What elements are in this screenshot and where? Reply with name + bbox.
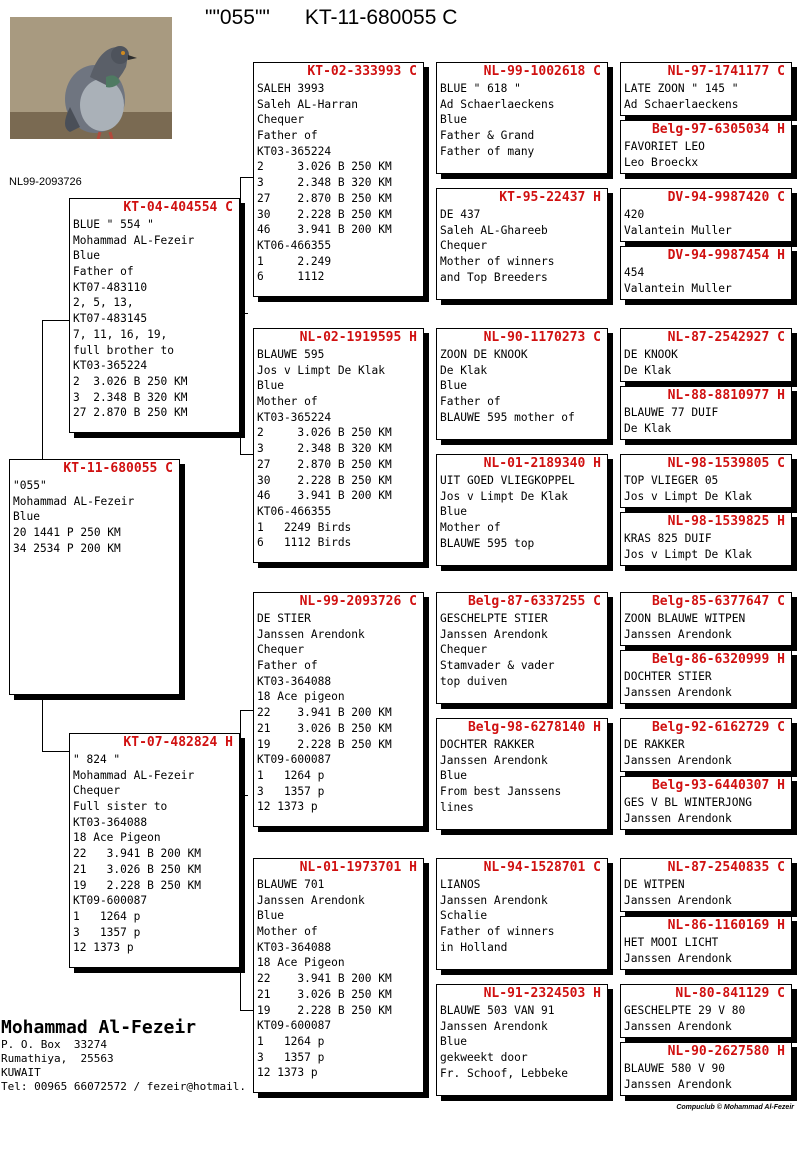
pedigree-line: Janssen Arendonk <box>624 753 732 767</box>
pedigree-line: Janssen Arendonk <box>257 893 365 907</box>
pedigree-line: 3 1357 p <box>257 1050 325 1064</box>
pigeon-photo <box>10 17 172 139</box>
pedigree-line: Chequer <box>257 643 305 657</box>
great-great-grandparent-card <box>620 120 792 174</box>
connector-line <box>240 177 241 454</box>
great-great-grandparent-card <box>620 188 792 242</box>
pedigree-line: Blue <box>13 510 40 524</box>
great-great-grandparent-card <box>620 916 792 970</box>
pedigree-line: GESCHELPTE STIER <box>440 612 548 625</box>
pedigree-line: in Holland <box>440 940 508 954</box>
side-reference: NL99-2093726 <box>9 176 82 188</box>
ring-number: NL-87-2542927 C <box>667 330 785 345</box>
ring-number: KT-95-22437 H <box>499 190 601 205</box>
pedigree-line: KT09-600087 <box>257 753 332 767</box>
ring-number: Belg-98-6278140 H <box>467 720 601 735</box>
ring-number: Belg-92-6162729 C <box>651 720 785 735</box>
pedigree-line: 454 <box>624 266 645 279</box>
pedigree-line: 27 2.870 B 250 KM <box>257 457 392 471</box>
pedigree-line: 3 1357 p <box>257 784 325 798</box>
pedigree-line: DOCHTER STIER <box>624 670 712 683</box>
ring-number: NL-87-2540835 C <box>667 860 785 875</box>
pedigree-line: Janssen Arendonk <box>624 1019 732 1033</box>
ring-number: NL-94-1528701 C <box>483 860 601 875</box>
pedigree-line: From best Janssens <box>440 785 562 799</box>
pedigree-line: DE WITPEN <box>624 878 685 891</box>
pedigree-line: Blue <box>440 769 467 783</box>
pedigree-line: and Top Breeders <box>440 270 548 284</box>
pedigree-line: 20 1441 P 250 KM <box>13 526 121 540</box>
dam-card <box>69 733 240 968</box>
pedigree-line: Janssen Arendonk <box>624 627 732 641</box>
great-great-grandparent-card <box>620 1042 792 1096</box>
pedigree-line: Blue <box>257 909 284 923</box>
pedigree-line: BLAUWE 77 DUIF <box>624 406 719 419</box>
pedigree-line: Chequer <box>440 239 488 253</box>
ring-number: Belg-87-6337255 C <box>467 594 601 609</box>
great-grandparent-card <box>436 62 608 174</box>
pedigree-line: BLAUWE 595 mother of <box>440 410 575 424</box>
ring-number: NL-86-1160169 H <box>667 918 785 933</box>
connector-line <box>240 795 248 796</box>
pedigree-line: Mother of <box>440 521 501 535</box>
owner-name: Mohammad Al-Fezeir <box>1 1017 197 1038</box>
pedigree-line: Janssen Arendonk <box>440 1019 548 1033</box>
pedigree-line: Janssen Arendonk <box>624 893 732 907</box>
connector-line <box>42 320 43 460</box>
pedigree-line: Father of <box>257 129 318 143</box>
great-grandparent-card <box>436 858 608 970</box>
pedigree-line: 2 3.026 B 250 KM <box>73 374 188 388</box>
pedigree-line: 6 1112 Birds <box>257 536 352 550</box>
pedigree-line: KT07-483110 <box>73 280 148 294</box>
pedigree-line: Jos v Limpt De Klak <box>440 489 568 503</box>
pedigree-line: SALEH 3993 <box>257 82 325 95</box>
pedigree-line: 21 3.026 B 250 KM <box>257 721 392 735</box>
ring-number: Belg-86-6320999 H <box>651 652 785 667</box>
pedigree-line: Chequer <box>440 643 488 657</box>
pedigree-line: Chequer <box>257 113 305 127</box>
pedigree-line: Janssen Arendonk <box>624 685 732 699</box>
pedigree-line: Jos v Limpt De Klak <box>624 489 752 503</box>
pedigree-line: 3 2.348 B 320 KM <box>73 390 188 404</box>
pedigree-line: Father of <box>257 659 318 673</box>
pedigree-line: Ad Schaerlaeckens <box>440 97 555 111</box>
ring-number: NL-01-1973701 H <box>299 860 417 875</box>
pedigree-line: De Klak <box>440 363 488 377</box>
pedigree-line: Ad Schaerlaeckens <box>624 97 739 111</box>
great-grandparent-card <box>436 454 608 566</box>
pedigree-line: KT03-364088 <box>73 815 148 829</box>
pedigree-line: 1 1264 p <box>73 909 141 923</box>
pedigree-line: Blue <box>440 113 467 127</box>
pedigree-line: ZOON DE KNOOK <box>440 348 528 361</box>
pedigree-line: 22 3.941 B 200 KM <box>257 972 392 986</box>
owner-contact: Tel: 00965 66072572 / fezeir@hotmail. <box>1 1080 247 1093</box>
pedigree-line: Mohammad AL-Fezeir <box>73 768 195 782</box>
ring-number: Belg-85-6377647 C <box>651 594 785 609</box>
pedigree-line: Mother of <box>257 925 318 939</box>
ring-number: NL-98-1539825 H <box>667 514 785 529</box>
pedigree-line: BLAUWE 503 VAN 91 <box>440 1004 555 1017</box>
pedigree-line: Blue <box>440 379 467 393</box>
pedigree-line: BLAUWE 595 <box>257 348 325 361</box>
great-grandparent-card <box>436 188 608 300</box>
owner-address-line: Rumathiya, 25563 <box>1 1052 114 1065</box>
connector-line <box>240 710 254 711</box>
connector-line <box>240 177 254 178</box>
pedigree-line: gekweekt door <box>440 1051 528 1065</box>
pedigree-line: " 824 " <box>73 753 121 766</box>
ring-number: Belg-93-6440307 H <box>651 778 785 793</box>
pedigree-line: Janssen Arendonk <box>440 753 548 767</box>
pedigree-line: Janssen Arendonk <box>624 1077 732 1091</box>
pedigree-line: 27 2.870 B 250 KM <box>73 406 188 420</box>
connector-line <box>240 1010 254 1011</box>
great-great-grandparent-card <box>620 776 792 830</box>
pedigree-line: 18 Ace pigeon <box>257 690 345 704</box>
pedigree-line: GES V BL WINTERJONG <box>624 796 752 809</box>
pedigree-line: 30 2.228 B 250 KM <box>257 473 392 487</box>
pedigree-line: top duiven <box>440 674 508 688</box>
pedigree-line: Chequer <box>73 784 121 798</box>
connector-line <box>240 710 241 1010</box>
pedigree-line: 2 3.026 B 250 KM <box>257 426 392 440</box>
grandparent-card <box>253 328 424 563</box>
great-grandparent-card <box>436 984 608 1096</box>
pedigree-line: DE KNOOK <box>624 348 678 361</box>
pedigree-line: 19 2.228 B 250 KM <box>257 737 392 751</box>
ring-number: NL-91-2324503 H <box>483 986 601 1001</box>
pedigree-line: KT07-483145 <box>73 312 148 326</box>
pedigree-line: Janssen Arendonk <box>624 951 732 965</box>
pedigree-line: Jos v Limpt De Klak <box>257 363 385 377</box>
great-great-grandparent-card <box>620 512 792 566</box>
owner-block <box>1 1017 246 1094</box>
pedigree-line: full brother to <box>73 343 175 357</box>
pedigree-line: Fr. Schoof, Lebbeke <box>440 1066 568 1080</box>
pedigree-line: 21 3.026 B 250 KM <box>257 987 392 1001</box>
ring-number: Belg-97-6305034 H <box>651 122 785 137</box>
pedigree-line: "055" <box>13 479 47 492</box>
pedigree-line: KT09-600087 <box>73 894 148 908</box>
pedigree-line: Mother of <box>257 395 318 409</box>
pedigree-line: DE STIER <box>257 612 311 625</box>
pedigree-line: LIANOS <box>440 878 481 891</box>
pedigree-line: 12 1373 p <box>73 941 134 955</box>
pedigree-line: KT03-364088 <box>257 940 332 954</box>
pedigree-line: 6 1112 <box>257 270 325 284</box>
great-great-grandparent-card <box>620 592 792 646</box>
connector-line <box>240 313 248 314</box>
pedigree-line: BLAUWE 580 V 90 <box>624 1062 726 1075</box>
ring-number: NL-02-1919595 H <box>299 330 417 345</box>
pedigree-line: 21 3.026 B 250 KM <box>73 862 201 876</box>
sire-card <box>69 198 240 433</box>
great-great-grandparent-card <box>620 386 792 440</box>
pedigree-line: 46 3.941 B 200 KM <box>257 489 392 503</box>
pedigree-line: 3 2.348 B 320 KM <box>257 442 392 456</box>
pedigree-line: 18 Ace Pigeon <box>257 956 345 970</box>
footer-credit: Compuclub © Mohammad Al-Fezeir <box>676 1104 794 1111</box>
pedigree-line: KT03-364088 <box>257 674 332 688</box>
pedigree-line: Blue <box>73 249 100 263</box>
grandparent-card <box>253 62 424 297</box>
pedigree-line: Janssen Arendonk <box>257 627 365 641</box>
ring-number: NL-90-2627580 H <box>667 1044 785 1059</box>
ring-number: NL-99-1002618 C <box>483 64 601 79</box>
pedigree-line: KT03-365224 <box>73 359 148 373</box>
pedigree-line: 30 2.228 B 250 KM <box>257 207 392 221</box>
pedigree-line: Valantein Muller <box>624 223 732 237</box>
pedigree-line: Blue <box>440 1035 467 1049</box>
pedigree-line: Saleh AL-Ghareeb <box>440 223 548 237</box>
pedigree-line: lines <box>440 800 474 814</box>
great-great-grandparent-card <box>620 718 792 772</box>
pedigree-line: 46 3.941 B 200 KM <box>257 223 392 237</box>
pedigree-line: 2 3.026 B 250 KM <box>257 160 392 174</box>
grandparent-card <box>253 858 424 1093</box>
pedigree-line: Mohammad AL-Fezeir <box>13 494 135 508</box>
pedigree-line: 27 2.870 B 250 KM <box>257 191 392 205</box>
pedigree-line: LATE ZOON " 145 " <box>624 82 739 95</box>
ring-number: KT-02-333993 C <box>307 64 417 79</box>
pedigree-line: Mother of winners <box>440 255 555 269</box>
connector-line <box>42 320 70 321</box>
great-great-grandparent-card <box>620 650 792 704</box>
connector-line <box>42 697 43 751</box>
pedigree-line: 18 Ace Pigeon <box>73 831 161 845</box>
ring-number: NL-98-1539805 C <box>667 456 785 471</box>
pedigree-line: 34 2534 P 200 KM <box>13 541 121 555</box>
pedigree-line: 1 1264 p <box>257 1034 325 1048</box>
pedigree-line: 3 1357 p <box>73 925 141 939</box>
pedigree-line: Father of <box>73 265 134 279</box>
pedigree-line: Schalie <box>440 909 488 923</box>
connector-line <box>240 454 254 455</box>
pedigree-line: De Klak <box>624 421 672 435</box>
pedigree-line: Janssen Arendonk <box>440 627 548 641</box>
pedigree-line: Mohammad AL-Fezeir <box>73 233 195 247</box>
pedigree-line: KT03-365224 <box>257 410 332 424</box>
pedigree-line: KT06-466355 <box>257 504 332 518</box>
connector-line <box>42 751 70 752</box>
pedigree-line: DOCHTER RAKKER <box>440 738 535 751</box>
great-great-grandparent-card <box>620 246 792 300</box>
great-great-grandparent-card <box>620 984 792 1038</box>
pedigree-line: De Klak <box>624 363 672 377</box>
pedigree-line: 1 2.249 <box>257 254 332 268</box>
pedigree-line: HET MOOI LICHT <box>624 936 719 949</box>
pedigree-title: ""055"" KT-11-680055 C <box>205 6 458 29</box>
pedigree-line: ZOON BLAUWE WITPEN <box>624 612 746 625</box>
ring-number: DV-94-9987454 H <box>667 248 785 263</box>
pedigree-line: 12 1373 p <box>257 1066 318 1080</box>
great-grandparent-card <box>436 328 608 440</box>
pedigree-line: 12 1373 p <box>257 800 318 814</box>
pedigree-line: Father of many <box>440 144 535 158</box>
ring-number: NL-88-8810977 H <box>667 388 785 403</box>
pedigree-line: Stamvader & vader <box>440 659 555 673</box>
pedigree-line: Father of <box>440 395 501 409</box>
pedigree-line: Father & Grand <box>440 129 535 143</box>
pedigree-line: BLAUWE 595 top <box>440 536 535 550</box>
pedigree-line: KT03-365224 <box>257 144 332 158</box>
subject-card <box>9 459 180 695</box>
ring-number: NL-80-841129 C <box>675 986 785 1001</box>
pedigree-line: BLUE " 554 " <box>73 218 154 231</box>
great-great-grandparent-card <box>620 62 792 116</box>
pedigree-line: FAVORIET LEO <box>624 140 705 153</box>
pedigree-line: 7, 11, 16, 19, <box>73 327 168 341</box>
pedigree-line: KT09-600087 <box>257 1019 332 1033</box>
pedigree-line: 19 2.228 B 250 KM <box>73 878 201 892</box>
ring-number: NL-90-1170273 C <box>483 330 601 345</box>
great-great-grandparent-card <box>620 454 792 508</box>
owner-address-line: P. O. Box 33274 <box>1 1038 107 1051</box>
pedigree-line: KRAS 825 DUIF <box>624 532 712 545</box>
great-grandparent-card <box>436 592 608 704</box>
pedigree-line: 420 <box>624 208 645 221</box>
great-great-grandparent-card <box>620 858 792 912</box>
ring-number: KT-11-680055 C <box>63 461 173 476</box>
pedigree-line: TOP VLIEGER 05 <box>624 474 719 487</box>
pedigree-line: DE RAKKER <box>624 738 685 751</box>
pedigree-line: Janssen Arendonk <box>624 811 732 825</box>
grandparent-card <box>253 592 424 827</box>
ring-number: KT-07-482824 H <box>123 735 233 750</box>
pedigree-line: Blue <box>257 379 284 393</box>
pedigree-line: Valantein Muller <box>624 281 732 295</box>
pedigree-line: Blue <box>440 505 467 519</box>
great-grandparent-card <box>436 718 608 830</box>
pedigree-line: KT06-466355 <box>257 238 332 252</box>
pedigree-line: 1 2249 Birds <box>257 520 352 534</box>
pedigree-line: Father of winners <box>440 925 555 939</box>
ring-number: NL-99-2093726 C <box>299 594 417 609</box>
pedigree-line: BLUE " 618 " <box>440 82 521 95</box>
owner-address-line: KUWAIT <box>1 1066 41 1079</box>
pedigree-line: 1 1264 p <box>257 768 325 782</box>
pedigree-line: 2, 5, 13, <box>73 296 134 310</box>
pedigree-line: 3 2.348 B 320 KM <box>257 176 392 190</box>
pedigree-line: Leo Broeckx <box>624 155 699 169</box>
pedigree-line: Full sister to <box>73 800 168 814</box>
ring-number: KT-04-404554 C <box>123 200 233 215</box>
pedigree-line: Jos v Limpt De Klak <box>624 547 752 561</box>
pedigree-line: 22 3.941 B 200 KM <box>73 847 201 861</box>
pedigree-line: Janssen Arendonk <box>440 893 548 907</box>
ring-number: DV-94-9987420 C <box>667 190 785 205</box>
ring-number: NL-97-1741177 C <box>667 64 785 79</box>
pedigree-line: BLAUWE 701 <box>257 878 325 891</box>
pedigree-line: Saleh AL-Harran <box>257 97 359 111</box>
pedigree-line: 22 3.941 B 200 KM <box>257 706 392 720</box>
pedigree-line: DE 437 <box>440 208 481 221</box>
pedigree-line: GESCHELPTE 29 V 80 <box>624 1004 746 1017</box>
ring-number: NL-01-2189340 H <box>483 456 601 471</box>
pedigree-line: 19 2.228 B 250 KM <box>257 1003 392 1017</box>
great-great-grandparent-card <box>620 328 792 382</box>
pedigree-line: UIT GOED VLIEGKOPPEL <box>440 474 575 487</box>
